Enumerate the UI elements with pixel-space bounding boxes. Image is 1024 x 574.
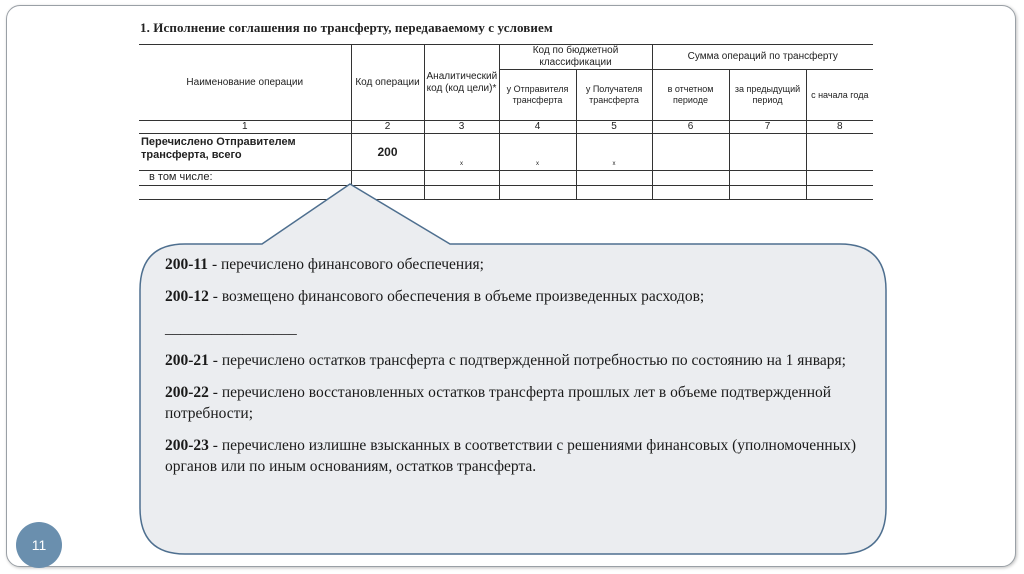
row-operation-name: Перечислено Отправителем трансферта, всего: [139, 134, 351, 171]
callout-item: 200-11 - перечислено финансового обеспечения;: [165, 256, 484, 273]
callout-item: 200-22 - перечислено восстановленных остатков трансферта прошлых лет в объеме подтвержденной потребности;: [165, 384, 832, 422]
row-operation-code: 200: [351, 134, 424, 171]
callout-item: 200-12 - возмещено финансового обеспечения в объеме произведенных расходов;: [165, 288, 705, 305]
header-operation-code: Код операции: [351, 45, 424, 121]
callout-separator: _________________: [165, 320, 297, 337]
callout-text: [165, 254, 865, 488]
header-sender: у Отправителя трансферта: [499, 70, 576, 121]
column-number: 3: [424, 121, 499, 134]
row-including-label: в том числе:: [139, 171, 351, 186]
column-number: 6: [652, 121, 729, 134]
page-number-badge: 11: [16, 522, 62, 568]
row-analytic-mark: x: [424, 134, 499, 171]
header-year-start: с начала года: [806, 70, 873, 121]
column-number: 8: [806, 121, 873, 134]
header-reporting-period: в отчетном периоде: [652, 70, 729, 121]
header-receiver: у Получателя трансферта: [576, 70, 652, 121]
header-previous-period: за предыдущий период: [729, 70, 806, 121]
header-transfer-sum: Сумма операций по трансферту: [652, 45, 873, 70]
header-budget-classification: Код по бюджетной классификации: [499, 45, 652, 70]
column-number: 7: [729, 121, 806, 134]
column-number: 5: [576, 121, 652, 134]
column-number: 1: [139, 121, 351, 134]
column-number: 2: [351, 121, 424, 134]
row-receiver-mark: x: [576, 134, 652, 171]
document-title: 1. Исполнение соглашения по трансферту, передаваемому с условием: [140, 20, 553, 35]
header-analytic-code: Аналитический код (код цели)*: [424, 45, 499, 121]
column-number: 4: [499, 121, 576, 134]
callout-item: 200-21 - перечислено остатков трансферта с подтвержденной потребностью по состоянию на 1 января;: [165, 352, 846, 369]
callout-item: 200-23 - перечислено излишне взысканных в соответствии с решениями финансовых (уполномоченных) органов или по иным основаниям, остатков трансферта.: [165, 437, 857, 475]
header-operation-name: Наименование операции: [139, 45, 351, 121]
row-sender-mark: x: [499, 134, 576, 171]
